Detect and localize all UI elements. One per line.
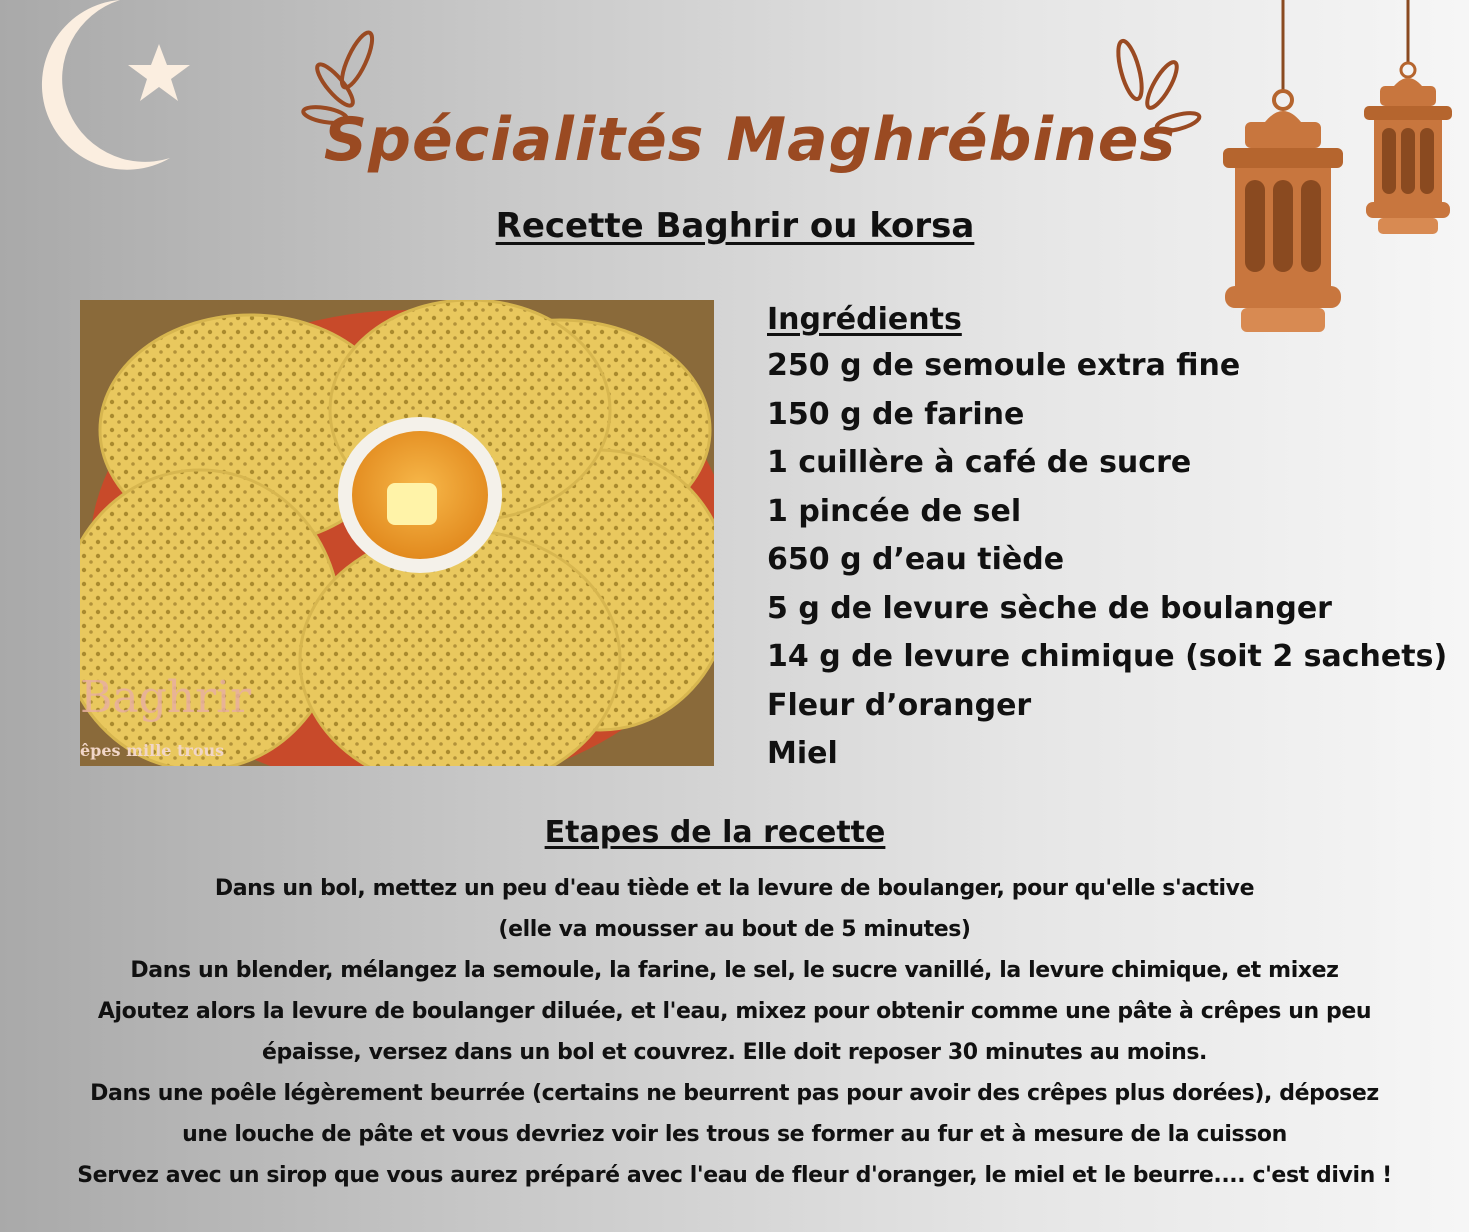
ingredient-item: 1 pincée de sel (767, 493, 1022, 529)
star-icon (125, 42, 193, 106)
photo-watermark-caption: êpes mille trous (80, 741, 225, 760)
lantern-icon (1360, 0, 1455, 240)
baghrir-photo (80, 300, 714, 766)
ingredient-item: Fleur d’oranger (767, 687, 1032, 723)
step-line: Ajoutez alors la levure de boulanger diluée, et l'eau, mixez pour obtenir comme une pâte à crêpes un peu (97, 999, 1372, 1024)
ingredient-item: 1 cuillère à café de sucre (767, 445, 1192, 480)
ingredient-item: 650 g d’eau tiède (767, 542, 1065, 577)
steps-heading: Etapes de la recette (544, 815, 886, 850)
step-line: Dans une poêle légèrement beurrée (certains ne beurrent pas pour avoir des crêpes plus dorées), déposez (90, 1081, 1379, 1106)
step-line: épaisse, versez dans un bol et couvrez. Elle doit reposer 30 minutes au moins. (261, 1040, 1208, 1065)
ingredient-item: 5 g de levure sèche de boulanger (767, 590, 1332, 626)
steps-section (10, 868, 1459, 1196)
recipe-title: Recette Baghrir ou korsa (495, 206, 975, 246)
lantern-icon (1215, 0, 1350, 340)
photo-watermark-title: Baghrir (80, 672, 252, 723)
page-title: Spécialités Maghrébines (323, 105, 1177, 175)
ingredients-section (767, 298, 1457, 779)
ingredient-item: 250 g de semoule extra fine (767, 348, 1241, 383)
step-line: une louche de pâte et vous devriez voir les trous se former au fur et à mesure de la cuisson (182, 1122, 1287, 1147)
ingredient-item: 150 g de farine (767, 396, 1025, 432)
ingredient-item: 14 g de levure chimique (soit 2 sachets) (767, 639, 1448, 674)
ingredient-item: Miel (767, 736, 838, 771)
step-line: Dans un blender, mélangez la semoule, la farine, le sel, le sucre vanillé, la levure chimique, et mixez (130, 958, 1339, 983)
ingredients-heading: Ingrédients (767, 302, 962, 337)
step-line: Servez avec un sirop que vous aurez préparé avec l'eau de fleur d'oranger, le miel et le beurre.... c'est divin ! (77, 1163, 1392, 1188)
step-line: Dans un bol, mettez un peu d'eau tiède et la levure de boulanger, pour qu'elle s'active (214, 876, 1255, 901)
step-line: (elle va mousser au bout de 5 minutes) (498, 917, 971, 942)
